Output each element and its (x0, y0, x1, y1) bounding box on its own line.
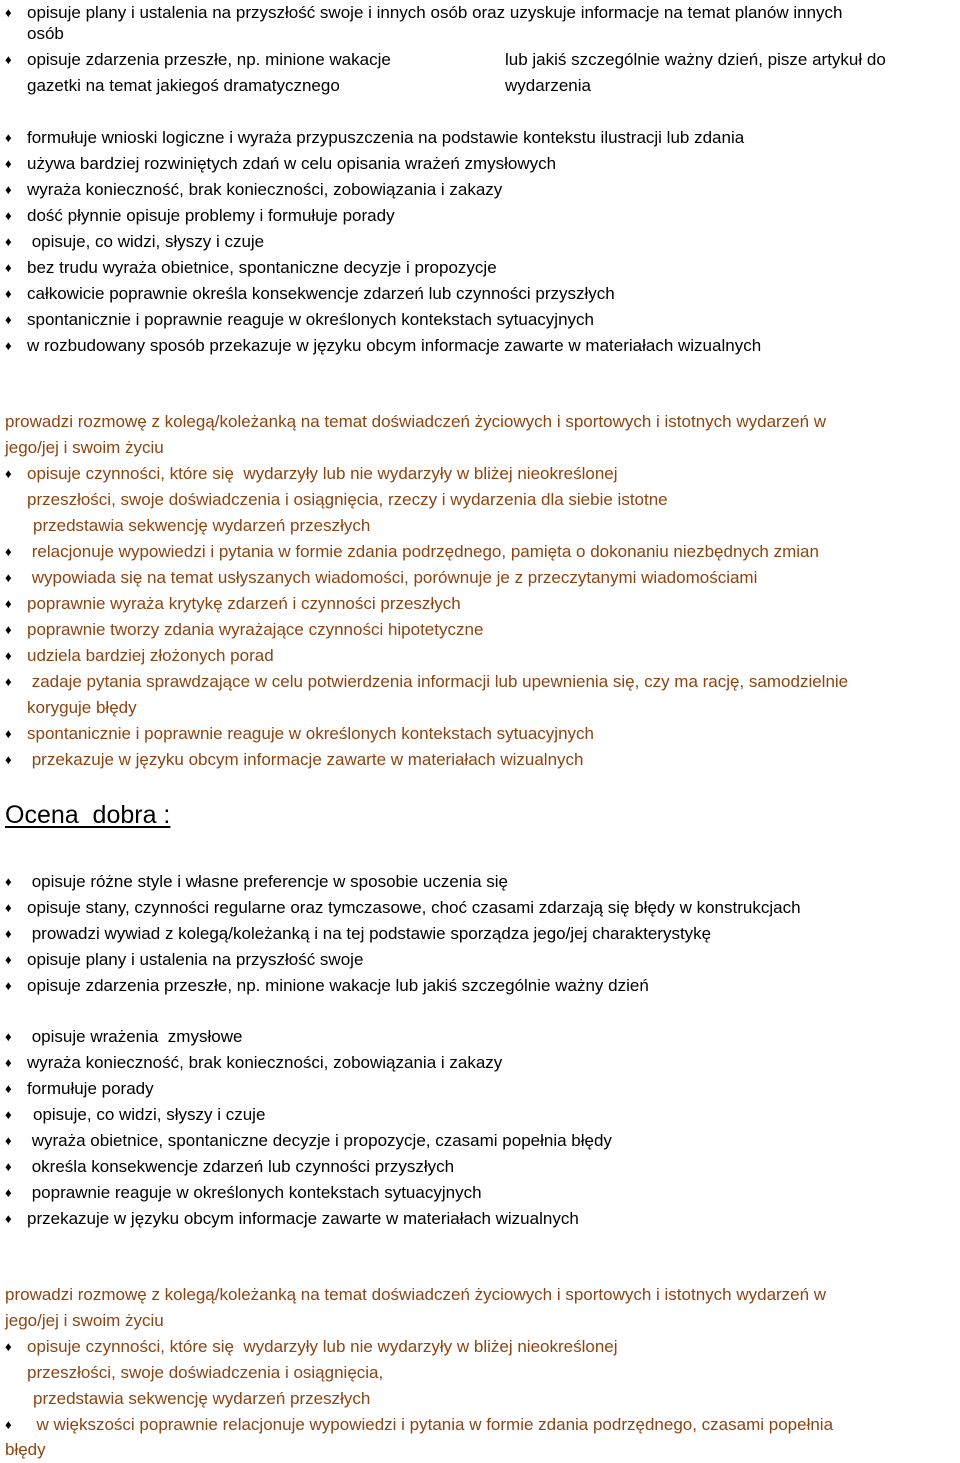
list-item-continuation: osób (27, 24, 64, 43)
list-item-continuation: gazetki na temat jakiegoś dramatycznego (27, 76, 340, 95)
list-item: ♦ opisuje czynności, które się wydarzyły lub nie wydarzyły w bliżej nieokreślonej (5, 461, 618, 487)
section-heading: Ocena dobra : (5, 801, 171, 829)
bullet-icon: ♦ (5, 286, 12, 301)
list-item: ♦ opisuje, co widzi, słyszy i czuje (5, 1102, 265, 1128)
list-item: ♦ prowadzi wywiad z kolegą/koleżanką i na tej podstawie sporządza jego/jej charakterystykę (5, 921, 711, 947)
bullet-icon: ♦ (5, 900, 12, 915)
bullet-icon: ♦ (5, 156, 12, 171)
bullet-icon: ♦ (5, 338, 12, 353)
list-item: ♦ poprawnie tworzy zdania wyrażające czynności hipotetyczne (5, 617, 483, 643)
paragraph-text: jego/jej i swoim życiu (5, 1311, 164, 1330)
bullet-icon: ♦ (5, 182, 12, 197)
bullet-icon: ♦ (5, 1133, 12, 1148)
list-item: ♦ określa konsekwencje zdarzeń lub czynności przyszłych (5, 1154, 454, 1180)
paragraph-text: jego/jej i swoim życiu (5, 438, 164, 457)
list-item: ♦ zadaje pytania sprawdzające w celu potwierdzenia informacji lub upewnienia się, czy ma rację, samodzielnie (5, 669, 848, 695)
list-item: ♦ spontanicznie i poprawnie reaguje w określonych kontekstach sytuacyjnych (5, 307, 594, 333)
list-item: ♦ całkowicie poprawnie określa konsekwencje zdarzeń lub czynności przyszłych (5, 281, 615, 307)
list-item: ♦ opisuje wrażenia zmysłowe (5, 1024, 242, 1050)
list-item: ♦ opisuje zdarzenia przeszłe, np. minione wakacje lub jakiś szczególnie ważny dzień (5, 973, 649, 999)
list-item: ♦ wyraża konieczność, brak konieczności, zobowiązania i zakazy (5, 177, 502, 203)
list-item: ♦ przekazuje w języku obcym informacje zawarte w materiałach wizualnych (5, 747, 584, 773)
column-text: lub jakiś szczególnie ważny dzień, pisze artykuł do (505, 50, 886, 69)
list-item: ♦ używa bardziej rozwiniętych zdań w celu opisania wrażeń zmysłowych (5, 151, 556, 177)
list-item: ♦ formułuje wnioski logiczne i wyraża przypuszczenia na podstawie kontekstu ilustracji lub zdania (5, 125, 744, 151)
paragraph-text: prowadzi rozmowę z kolegą/koleżanką na temat doświadczeń życiowych i sportowych i istotnych wydarzeń w (5, 412, 827, 431)
list-item-continuation: przedstawia sekwencję wydarzeń przeszłych (33, 1389, 371, 1408)
bullet-icon: ♦ (5, 596, 12, 611)
list-item: ♦ przekazuje w języku obcym informacje zawarte w materiałach wizualnych (5, 1206, 579, 1232)
paragraph-text: prowadzi rozmowę z kolegą/koleżanką na temat doświadczeń życiowych i sportowych i istotnych wydarzeń w (5, 1285, 827, 1304)
list-item: ♦ opisuje zdarzenia przeszłe, np. minione wakacje (5, 47, 391, 73)
bullet-icon: ♦ (5, 726, 12, 741)
bullet-icon: ♦ (5, 1159, 12, 1174)
list-item: ♦ opisuje plany i ustalenia na przyszłość swoje i innych osób oraz uzyskuje informacje na temat planów innych (5, 0, 842, 26)
list-item-continuation: błędy (5, 1440, 46, 1459)
bullet-icon: ♦ (5, 978, 12, 993)
bullet-icon: ♦ (5, 234, 12, 249)
bullet-icon: ♦ (5, 952, 12, 967)
bullet-icon: ♦ (5, 1339, 12, 1354)
list-item: ♦ opisuje różne style i własne preferencje w sposobie uczenia się (5, 869, 508, 895)
list-item-continuation: koryguje błędy (27, 698, 137, 717)
bullet-icon: ♦ (5, 1417, 12, 1432)
list-item: ♦ opisuje, co widzi, słyszy i czuje (5, 229, 264, 255)
list-item: ♦ opisuje czynności, które się wydarzyły lub nie wydarzyły w bliżej nieokreślonej (5, 1334, 618, 1360)
bullet-icon: ♦ (5, 208, 12, 223)
list-item: ♦ w rozbudowany sposób przekazuje w języku obcym informacje zawarte w materiałach wizualnych (5, 333, 761, 359)
bullet-icon: ♦ (5, 648, 12, 663)
list-item: ♦ w większości poprawnie relacjonuje wypowiedzi i pytania w formie zdania podrzędnego, czasami popełnia (5, 1412, 833, 1438)
bullet-icon: ♦ (5, 1055, 12, 1070)
bullet-icon: ♦ (5, 674, 12, 689)
bullet-icon: ♦ (5, 752, 12, 767)
bullet-icon: ♦ (5, 926, 12, 941)
bullet-icon: ♦ (5, 570, 12, 585)
bullet-icon: ♦ (5, 52, 12, 67)
list-item: ♦ opisuje plany i ustalenia na przyszłość swoje (5, 947, 363, 973)
bullet-icon: ♦ (5, 544, 12, 559)
list-item-continuation: przeszłości, swoje doświadczenia i osiągnięcia, rzeczy i wydarzenia dla siebie istotne (27, 490, 668, 509)
list-item: ♦ relacjonuje wypowiedzi i pytania w formie zdania podrzędnego, pamięta o dokonaniu niezbędnych zmian (5, 539, 819, 565)
list-item: ♦ opisuje stany, czynności regularne oraz tymczasowe, choć czasami zdarzają się błędy w konstrukcjach (5, 895, 801, 921)
bullet-icon: ♦ (5, 5, 12, 20)
list-item: ♦ poprawnie wyraża krytykę zdarzeń i czynności przeszłych (5, 591, 461, 617)
bullet-icon: ♦ (5, 1185, 12, 1200)
list-item: ♦ spontanicznie i poprawnie reaguje w określonych kontekstach sytuacyjnych (5, 721, 594, 747)
bullet-icon: ♦ (5, 1107, 12, 1122)
list-item: ♦ wyraża konieczność, brak konieczności, zobowiązania i zakazy (5, 1050, 502, 1076)
bullet-icon: ♦ (5, 130, 12, 145)
bullet-icon: ♦ (5, 1211, 12, 1226)
bullet-icon: ♦ (5, 622, 12, 637)
list-item: ♦ wyraża obietnice, spontaniczne decyzje i propozycje, czasami popełnia błędy (5, 1128, 612, 1154)
list-item: ♦ bez trudu wyraża obietnice, spontaniczne decyzje i propozycje (5, 255, 497, 281)
list-item: ♦ formułuje porady (5, 1076, 154, 1102)
bullet-icon: ♦ (5, 466, 12, 481)
bullet-icon: ♦ (5, 874, 12, 889)
list-item: ♦ wypowiada się na temat usłyszanych wiadomości, porównuje je z przeczytanymi wiadomościami (5, 565, 757, 591)
bullet-icon: ♦ (5, 1081, 12, 1096)
list-item: ♦ udziela bardziej złożonych porad (5, 643, 274, 669)
column-text: wydarzenia (505, 76, 591, 95)
list-item: ♦ poprawnie reaguje w określonych kontekstach sytuacyjnych (5, 1180, 482, 1206)
bullet-icon: ♦ (5, 1029, 12, 1044)
list-item-continuation: przeszłości, swoje doświadczenia i osiągnięcia, (27, 1363, 384, 1382)
list-item-continuation: przedstawia sekwencję wydarzeń przeszłych (33, 516, 371, 535)
bullet-icon: ♦ (5, 312, 12, 327)
bullet-icon: ♦ (5, 260, 12, 275)
list-item: ♦ dość płynnie opisuje problemy i formułuje porady (5, 203, 395, 229)
